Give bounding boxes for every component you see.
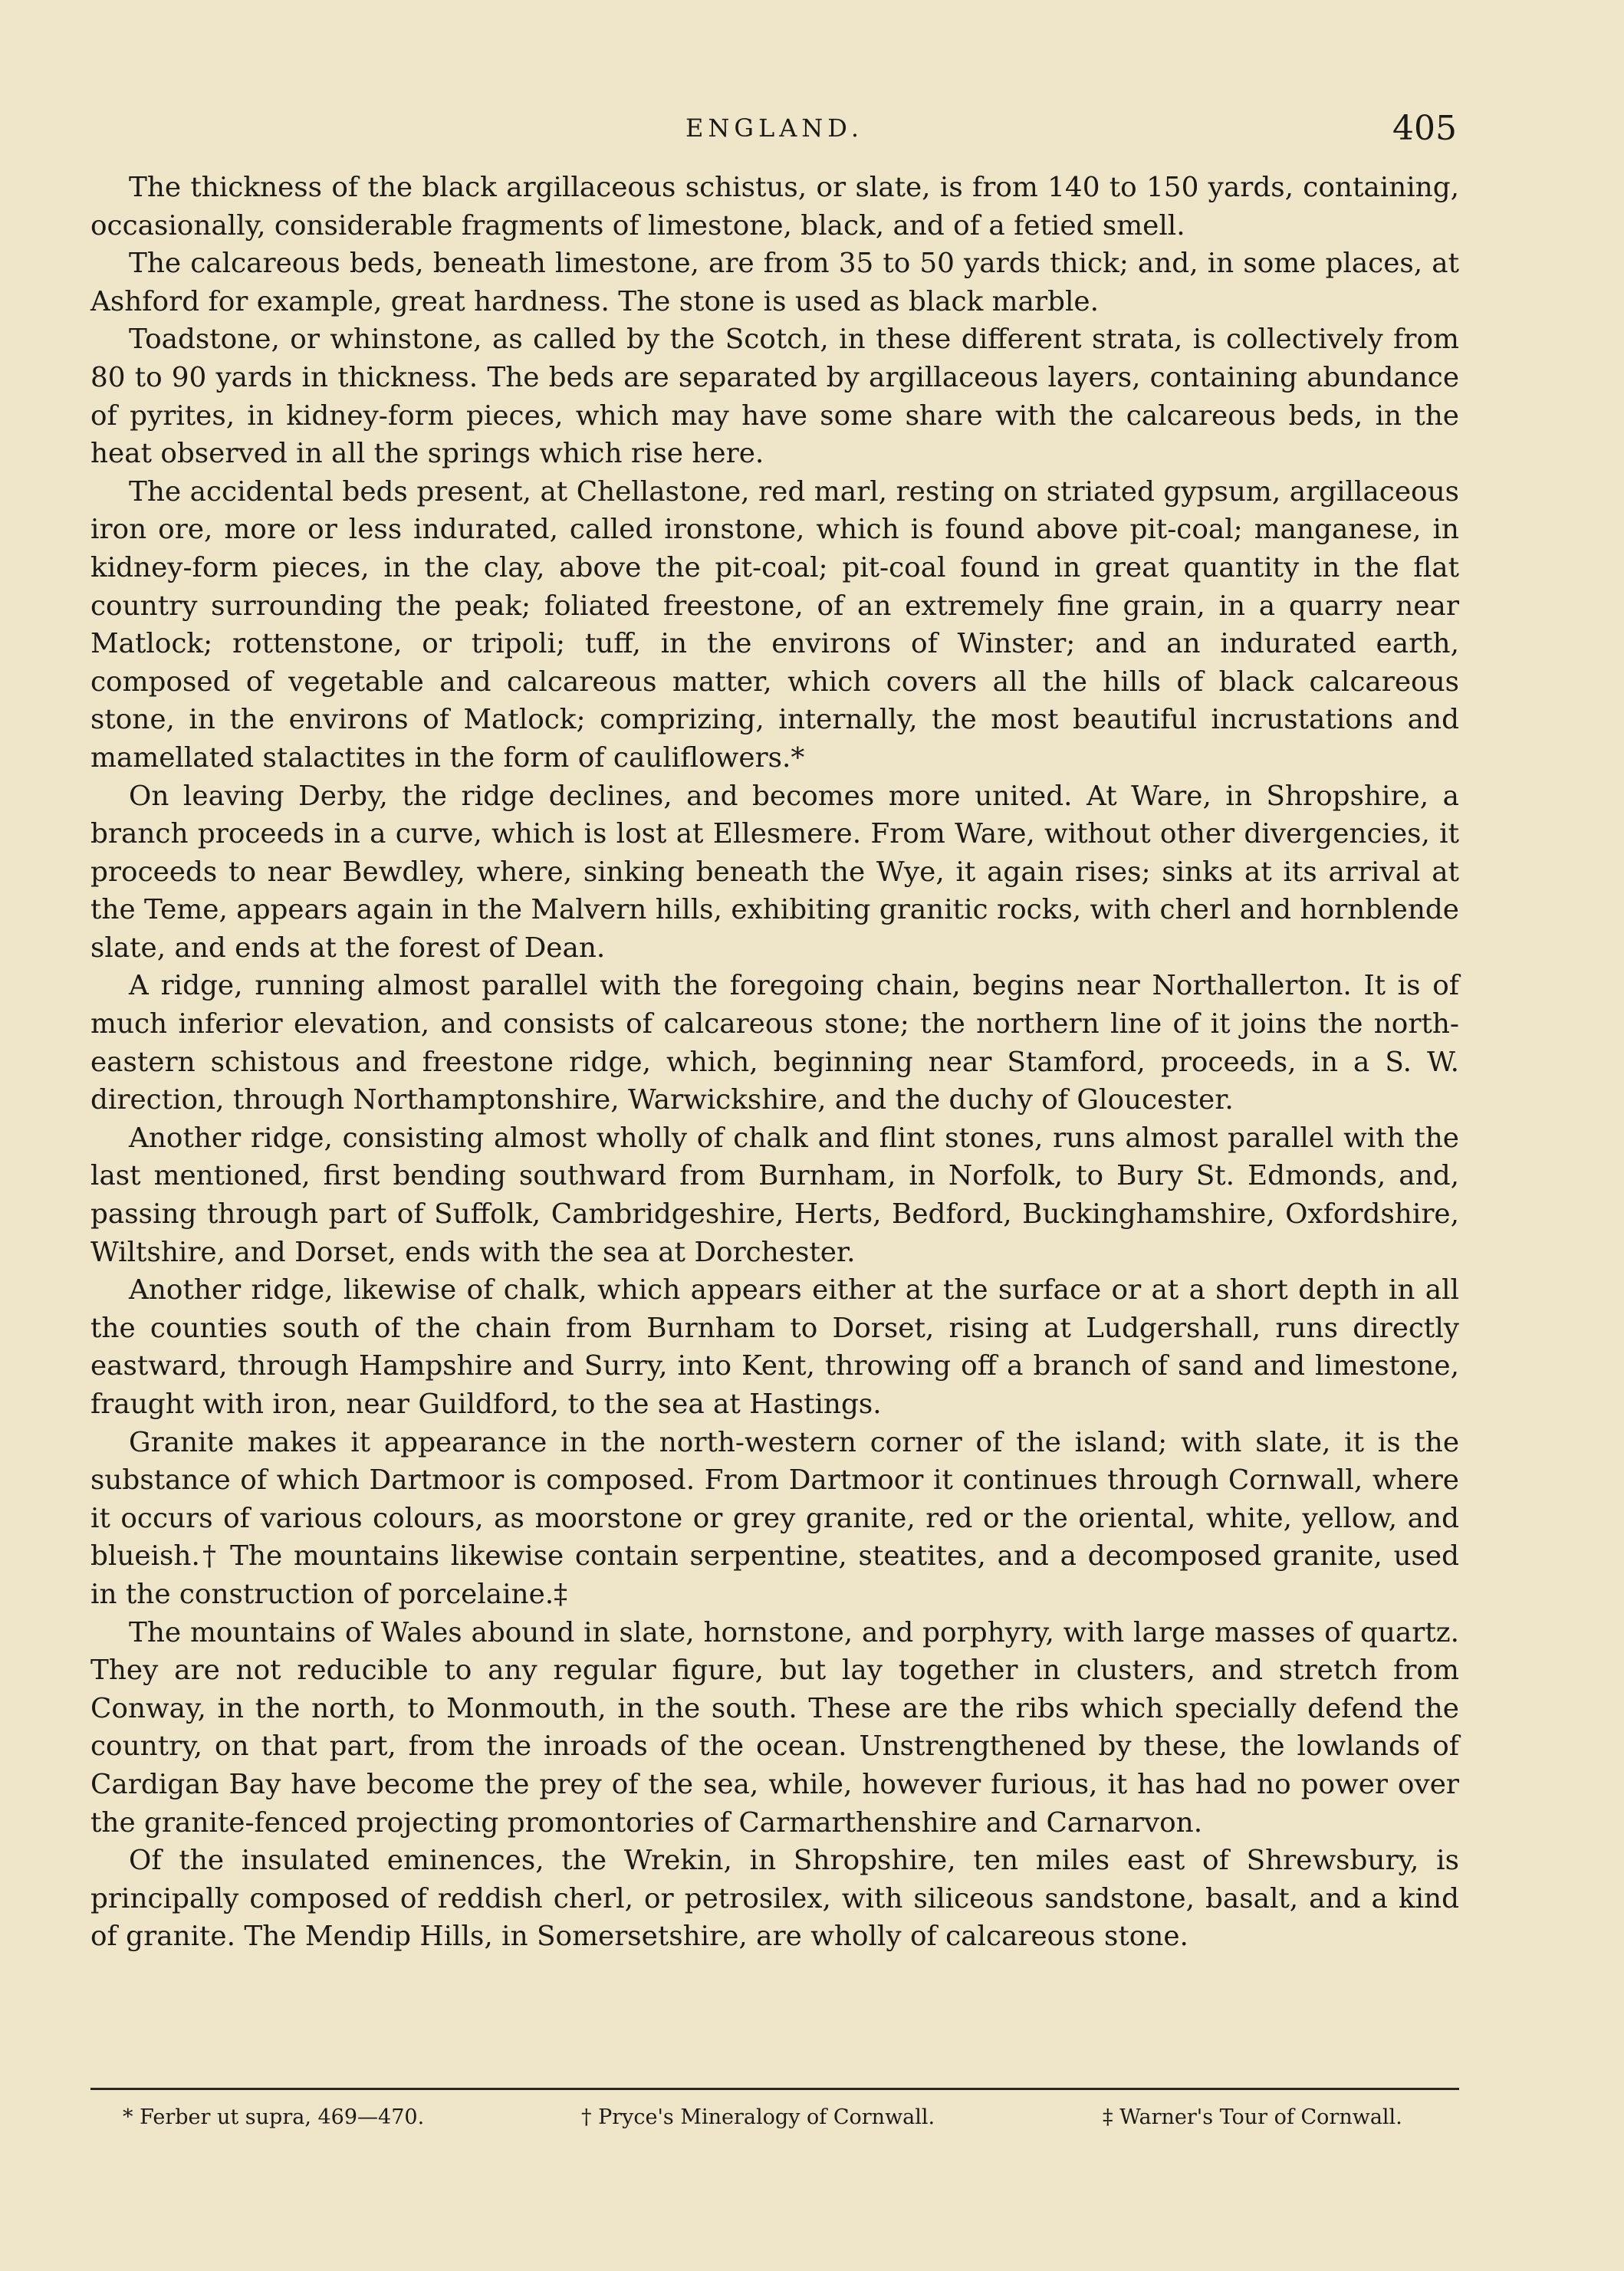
paragraph-toadstone: Toadstone, or whinstone, as called by the Scotch, in these different strata, is collectively from 80 to 90 yards in thickness. The beds are separated by argillaceous layers, containing abundance of pyrites, in kidney-form pieces, which may have some share with the calcareous beds, in the heat observed in all the springs which rise here.: [90, 324, 1459, 470]
footnote-ferber: * Ferber ut supra, 469—470.: [123, 2105, 425, 2129]
paragraph-wales-mountains: The mountains of Wales abound in slate, hornstone, and porphyry, with large masses of quartz. They are not reducible to any regular figure, but lay together in clusters, and stretch from Conway, in the north, to Monmouth, in the south. These are the ribs which specially defend the country, on that part, from the inroads of the ocean. Unstrengthened by these, the lowlands of Cardigan Bay have become the prey of the sea, while, however furious, it has had no power over the granite-fenced projecting promontories of Carmarthenshire and Carnarvon.: [90, 1616, 1459, 1839]
body-text: [90, 169, 1459, 1956]
paragraph-schistus: The thickness of the black argillaceous schistus, or slate, is from 140 to 150 yards, containing, occasionally, considerable fragments of limestone, black, and of a fetied smell.: [90, 172, 1459, 242]
paragraph-accidental-beds: The accidental beds present, at Chellastone, red marl, resting on striated gypsum, argillaceous iron ore, more or less indurated, called ironstone, which is found above pit-coal; manganese, in kidney-form pieces, in the clay, above the pit-coal; pit-coal found in great quantity in the flat country surrounding the peak; foliated freestone, of an extremely fine grain, in a quarry near Matlock; rottenstone, or tripoli; tuff, in the environs of Winster; and an indurated earth, composed of vegetable and calcareous matter, which covers all the hills of black calcareous stone, in the environs of Matlock; comprizing, internally, the most beautiful incrustations and mamellated stalactites in the form of cauliflowers.*: [90, 475, 1459, 774]
paragraph-derby-ridge: On leaving Derby, the ridge declines, and becomes more united. At Ware, in Shropshire, a branch proceeds in a curve, which is lost at Ellesmere. From Ware, without other divergencies, it proceeds to near Bewdley, where, sinking beneath the Wye, it again rises; sinks at its arrival at the Teme, appears again in the Malvern hills, exhibiting granitic rocks, with cherl and hornblende slate, and ends at the forest of Dean.: [90, 780, 1459, 964]
running-head: [92, 109, 1457, 147]
paragraph-calcareous-beds: The calcareous beds, beneath limestone, are from 35 to 50 yards thick; and, in some places, at Ashford for example, great hardness. The stone is used as black marble.: [90, 248, 1459, 317]
footnote-warner: ‡ Warner's Tour of Cornwall.: [1103, 2105, 1402, 2129]
page-number: 405: [1392, 109, 1457, 148]
footnotes: [123, 2102, 1459, 2136]
paragraph-northallerton-ridge: A ridge, running almost parallel with the foregoing chain, begins near Northallerton. It is of much inferior elevation, and consists of calcareous stone; the northern line of it joins the north-eastern schistous and freestone ridge, which, beginning near Stamford, proceeds, in a S. W. direction, through Northamptonshire, Warwickshire, and the duchy of Gloucester.: [90, 970, 1459, 1116]
paragraph-granite: Granite makes it appearance in the north-western corner of the island; with slate, it is the substance of which Dartmoor is composed. From Dartmoor it continues through Cornwall, where it occurs of various colours, as moorstone or grey granite, red or the oriental, white, yellow, and blueish.† The mountains likewise contain serpentine, steatites, and a decomposed granite, used in the construction of porcelaine.‡: [90, 1426, 1459, 1610]
footnote-pryce: † Pryce's Mineralogy of Cornwall.: [581, 2105, 935, 2129]
paragraph-insulated-eminences: Of the insulated eminences, the Wrekin, in Shropshire, ten miles east of Shrewsbury, is principally composed of reddish cherl, or petrosilex, with siliceous sandstone, basalt, and a kind of granite. The Mendip Hills, in Somersetshire, are wholly of calcareous stone.: [90, 1845, 1459, 1953]
footnote-rule: [90, 2088, 1459, 2090]
paragraph-chalk-ridge: Another ridge, likewise of chalk, which appears either at the surface or at a short depth in all the counties south of the chain from Burnham to Dorset, rising at Ludgershall, runs directly eastward, through Hampshire and Surry, into Kent, throwing off a branch of sand and limestone, fraught with iron, near Guildford, to the sea at Hastings.: [90, 1274, 1459, 1420]
paragraph-chalk-flint-ridge: Another ridge, consisting almost wholly of chalk and flint stones, runs almost parallel with the last mentioned, first bending southward from Burnham, in Norfolk, to Bury St. Edmonds, and, passing through part of Suffolk, Cambridgeshire, Herts, Bedford, Buckinghamshire, Oxfordshire, Wiltshire, and Dorset, ends with the sea at Dorchester.: [90, 1122, 1459, 1268]
running-title: ENGLAND.: [685, 113, 863, 143]
